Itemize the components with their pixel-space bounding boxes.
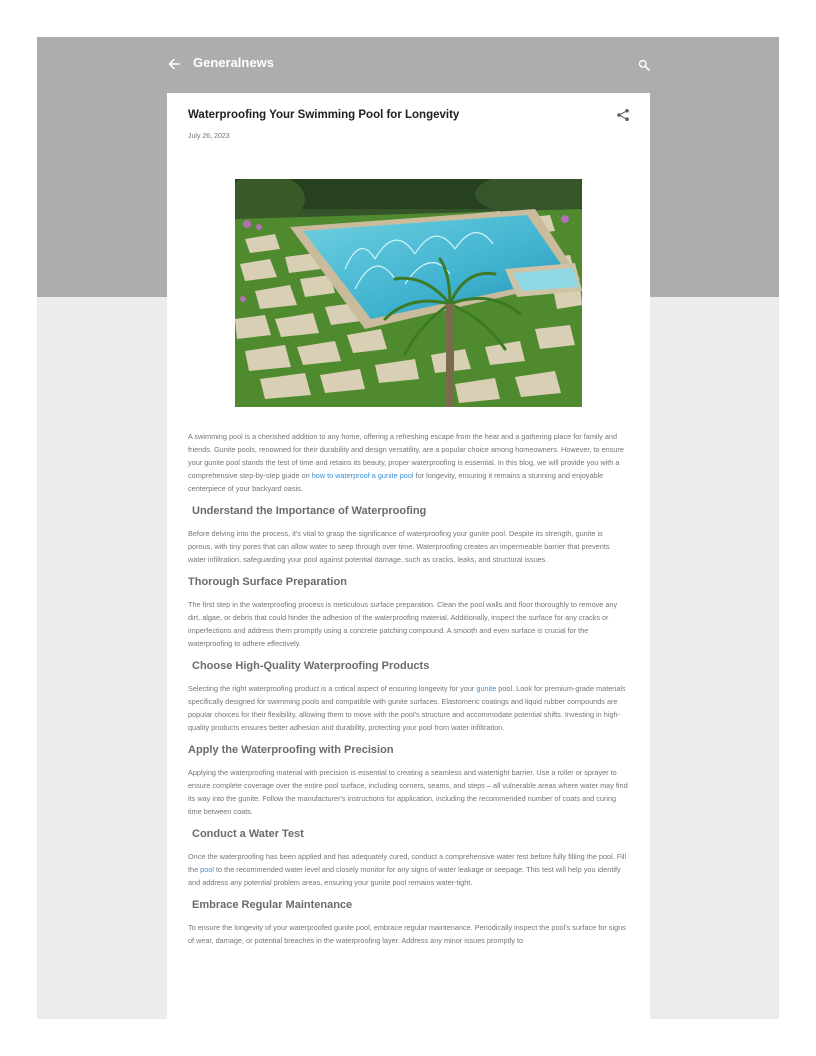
- section-text-importance: Before delving into the process, it's vital to grasp the significance of waterproofing your gunite pool. Despite its strength, gunite is porous, with tiny pores that can allow water to seep through over time. Waterproofing creates an impermeable barrier that prevents water infiltration, safeguarding your pool against potential damage, such as cracks, leaks, and structural issues.: [188, 529, 610, 564]
- section-heading-water-test: Conduct a Water Test: [192, 828, 304, 840]
- section-heading-products: Choose High-Quality Waterproofing Products: [192, 660, 430, 672]
- section-text-application: Applying the waterproofing material with precision is essential to creating a seamless and watertight barrier. Use a roller or sprayer to ensure complete coverage over the entire pool surface, including corners, seams, and steps – all vulnerable areas where water may find its way into the gunite. Follow the manufacturer's instructions for application, including the recommended number of coats and curing time between coats.: [188, 768, 628, 816]
- water-test-text-before: Once the waterproofing has been applied and has adequately cured, conduct a comprehensive water test before fully filling the pool. Fill the: [188, 852, 627, 874]
- waterproof-guide-link[interactable]: how to waterproof a gunite pool: [311, 471, 414, 480]
- post-body: [188, 430, 629, 956]
- intro-paragraph: [188, 430, 629, 495]
- products-text-before: Selecting the right waterproofing product is a critical aspect of ensuring longevity for your: [188, 684, 477, 693]
- arrow-left-icon[interactable]: [167, 57, 181, 71]
- section-text-water-test: [188, 850, 629, 889]
- pool-link[interactable]: pool: [200, 865, 214, 874]
- page-frame: [37, 37, 779, 1019]
- post-title: Waterproofing Your Swimming Pool for Longevity: [188, 109, 460, 121]
- search-icon[interactable]: [638, 58, 650, 70]
- section-heading-preparation: Thorough Surface Preparation: [188, 576, 347, 588]
- intro-text-after: for longevity, ensuring it remains a stunning and enjoyable centerpiece of your backyard oasis.: [188, 471, 604, 493]
- intro-text-before: A swimming pool is a cherished addition to any home, offering a refreshing escape from the heat and a gathering place for family and friends. Gunite pools, renowned for their durability and design versatility, are a popular choice among homeowners. However, to ensure your gunite pool stands the test of time and retains its beauty, proper waterproofing is essential. In this blog, we will provide you with a comprehensive step-by-step guide on: [188, 432, 624, 480]
- section-heading-maintenance: Embrace Regular Maintenance: [192, 899, 353, 911]
- top-bar: [167, 49, 650, 79]
- section-text-products: [188, 682, 629, 734]
- gunite-link[interactable]: gunite: [476, 684, 497, 693]
- post-card: [167, 93, 650, 1019]
- products-text-after: pool. Look for premium-grade materials specifically designed for swimming pools and compatible with gunite surfaces. Elastomeric coatings and liquid rubber compounds are popular choices for their flexibility, allowing them to move with the pool's structure and accommodate potential shifts. Investing in high-quality products ensures better adhesion and durability, protecting your pool from water infiltration.: [188, 684, 626, 732]
- water-test-text-after: to the recommended water level and closely monitor for any signs of water leakage or seepage. This test will help you identify and address any potential problem areas, ensuring your gunite pool remains water-tight.: [188, 865, 621, 887]
- pool-hero-image: [235, 179, 582, 407]
- section-text-preparation: The first step in the waterproofing process is meticulous surface preparation. Clean the pool walls and floor thoroughly to remove any dirt, algae, or debris that could hinder the adhesion of the waterproofing material. Additionally, inspect the surface for any cracks or imperfections and address them promptly using a concrete patching compound. A smooth and even surface is crucial for the waterproofing to adhere effectively.: [188, 600, 618, 648]
- site-title[interactable]: Generalnews: [193, 55, 274, 70]
- section-text-maintenance: To ensure the longevity of your waterproofed gunite pool, embrace regular maintenance. Periodically inspect the pool's surface for signs of wear, damage, or potential breaches in the waterproofing layer. Address any minor issues promptly to: [188, 923, 626, 945]
- section-heading-application: Apply the Waterproofing with Precision: [188, 744, 394, 756]
- post-date: July 26, 2023: [188, 133, 230, 140]
- share-icon[interactable]: [616, 108, 630, 122]
- section-heading-importance: Understand the Importance of Waterproofing: [192, 505, 427, 517]
